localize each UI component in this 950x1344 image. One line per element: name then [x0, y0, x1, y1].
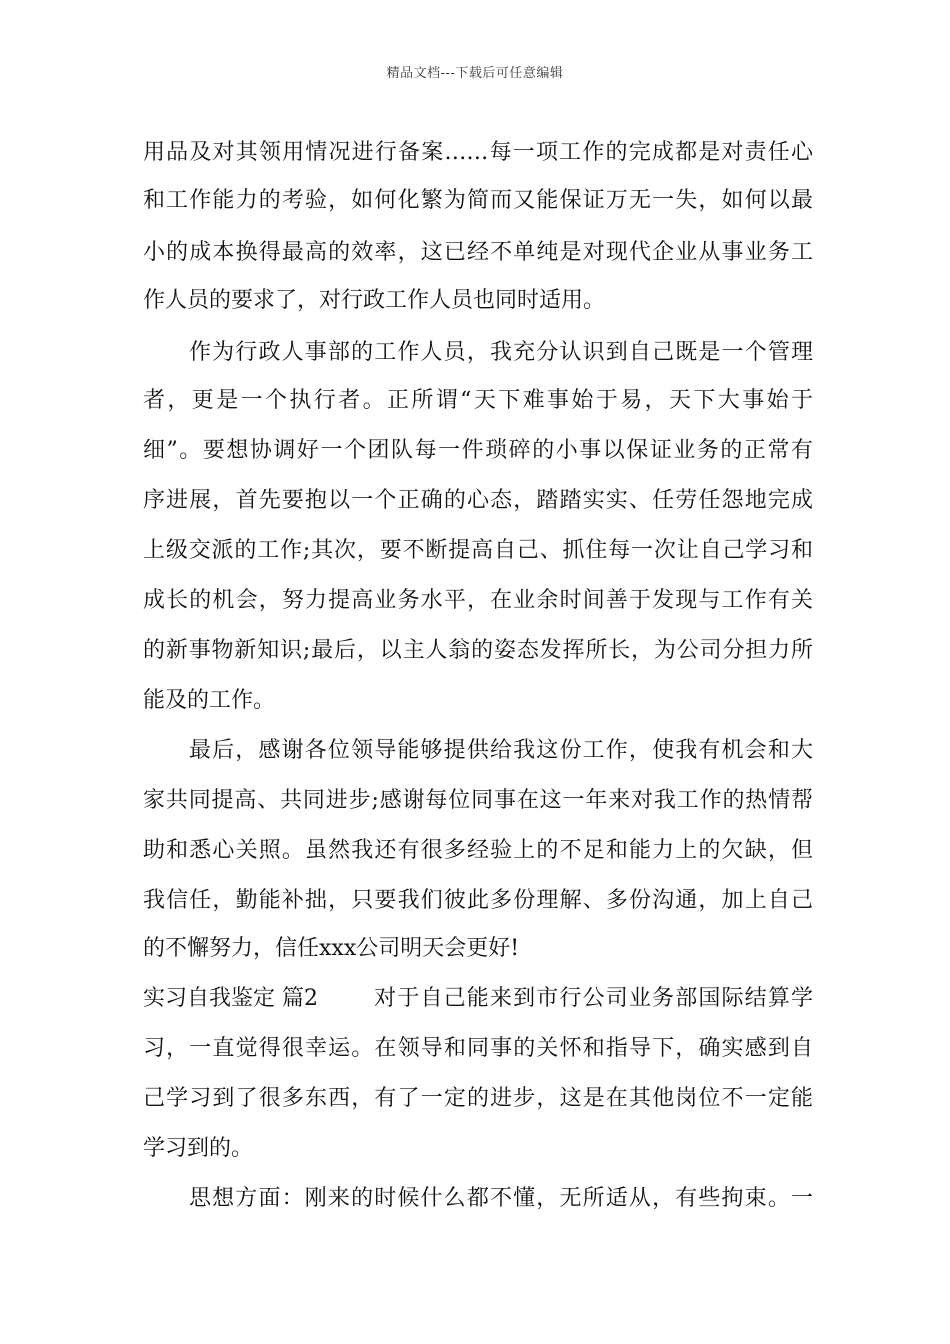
section-title-line: [143, 984, 813, 1014]
text-line: 学习到的。: [143, 1136, 254, 1161]
text-line: 家共同提高、共同进步;感谢每位同事在这一年来对我工作的热情帮: [143, 788, 813, 813]
text-line: 序进展，首先要抱以一个正确的心态，踏踏实实、任劳任怨地完成: [143, 488, 813, 513]
text-line: 作为行政人事部的工作人员，我充分认识到自己既是一个管理: [189, 340, 813, 365]
text-line: 的不懈努力，信任xxx公司明天会更好!: [143, 936, 520, 961]
text-line: 细”。要想协调好一个团队每一件琐碎的小事以保证业务的正常有: [143, 438, 813, 463]
text-line: 和工作能力的考验，如何化繁为简而又能保证万无一失，如何以最: [143, 188, 813, 213]
text-line: 最后，感谢各位领导能够提供给我这份工作，使我有机会和大: [189, 738, 813, 763]
text-line: 思想方面：刚来的时候什么都不懂，无所适从，有些拘束。一: [189, 1186, 813, 1211]
text-line: 能及的工作。: [143, 688, 276, 713]
text-line: 助和悉心关照。虽然我还有很多经验上的不足和能力上的欠缺，但: [143, 838, 813, 863]
text-line: 对于自己能来到市行公司业务部国际结算学: [373, 986, 813, 1011]
text-line: 我信任，勤能补拙，只要我们彼此多份理解、多份沟通，加上自己: [143, 888, 813, 913]
text-line: 上级交派的工作;其次，要不断提高自己、抓住每一次让自己学习和: [143, 538, 813, 563]
section-title: 实习自我鉴定 篇2: [143, 986, 318, 1011]
text-line: 成长的机会，努力提高业务水平，在业余时间善于发现与工作有关: [143, 588, 813, 613]
text-line: 习，一直觉得很幸运。在领导和同事的关怀和指导下，确实感到自: [143, 1036, 813, 1061]
text-line: 小的成本换得最高的效率，这已经不单纯是对现代企业从事业务工: [143, 240, 813, 265]
text-line: 己学习到了很多东西，有了一定的进步，这是在其他岗位不一定能: [143, 1086, 813, 1111]
page-header: 精品文档---下载后可任意编辑: [386, 66, 564, 81]
text-line: 用品及对其领用情况进行备案……每一项工作的完成都是对责任心: [143, 140, 813, 165]
text-line: 的新事物新知识;最后，以主人翁的姿态发挥所长，为公司分担力所: [143, 638, 813, 663]
text-line: 作人员的要求了，对行政工作人员也同时适用。: [143, 288, 606, 313]
text-line: 者，更是一个执行者。正所谓“天下难事始于易，天下大事始于: [143, 388, 813, 413]
